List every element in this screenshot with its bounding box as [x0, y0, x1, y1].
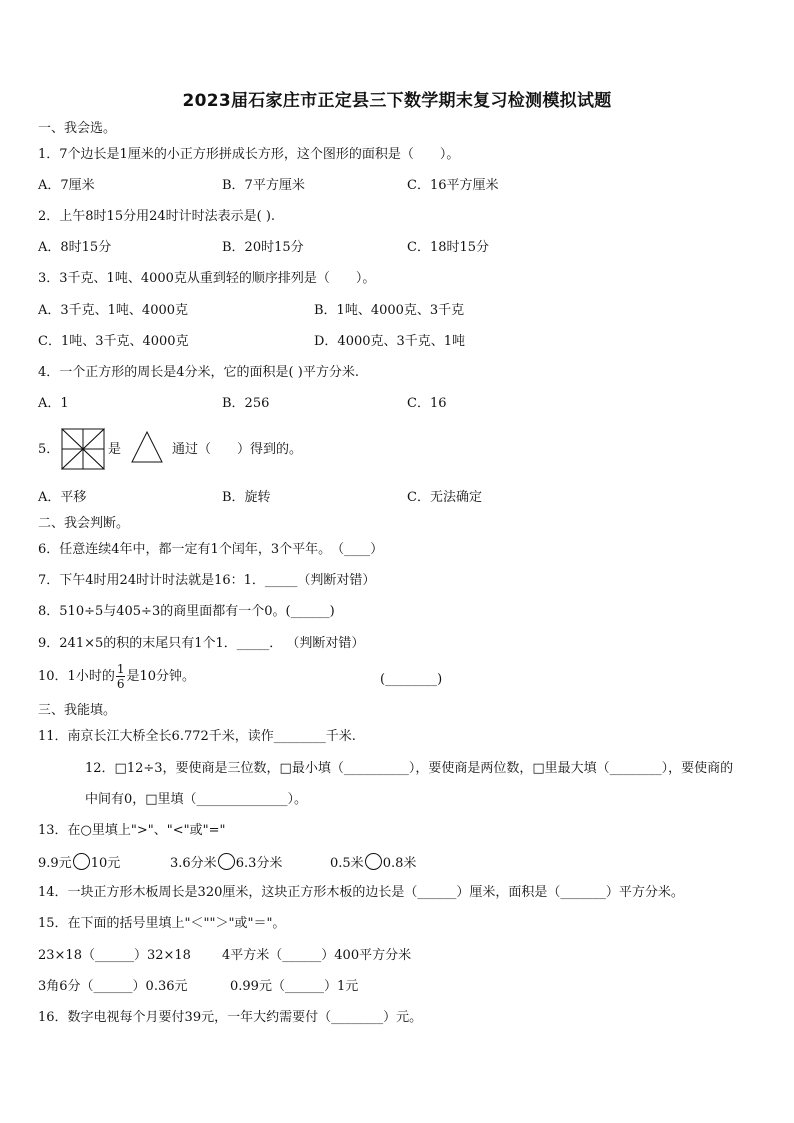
question-1: 1．7个边长是1厘米的小正方形拼成长方形，这个图形的面积是（ ）。	[38, 147, 460, 162]
compare-circle-icon	[365, 853, 382, 870]
q2-option-a: A．8时15分	[38, 240, 112, 255]
question-2: 2．上午8时15分用24时计时法表示是( ).	[38, 209, 276, 224]
fraction-denominator: 6	[116, 677, 125, 691]
q13-expression-1	[38, 853, 120, 873]
q13-e1-left: 9.9元	[38, 856, 72, 871]
q10-answer-blank: (________)	[380, 672, 443, 687]
question-15: 15．在下面的括号里填上"＜""＞"或"＝"。	[38, 916, 286, 931]
question-12-line2: 中间有0，□里填（______________）。	[85, 792, 308, 807]
question-16: 16．数字电视每个月要付39元，一年大约需要付（________）元。	[38, 1010, 423, 1025]
q15-expression-2: 4平方米（______）400平方分米	[222, 948, 412, 963]
q4-option-c: C．16	[407, 396, 447, 411]
q13-e1-right: 10元	[90, 856, 121, 871]
q4-option-a: A．1	[38, 396, 69, 411]
compare-circle-icon	[218, 853, 235, 870]
question-13: 13．在○里填上">"、"<"或"="	[38, 823, 226, 838]
question-12-line1: 12．□12÷3，要使商是三位数，□最小填（__________），要使商是两位数，□里最大填（________），要使商的	[85, 761, 734, 776]
question-5-number: 5．	[38, 442, 60, 457]
question-11: 11．南京长江大桥全长6.772千米，读作________千米.	[38, 729, 356, 744]
triangle-figure-icon	[130, 430, 164, 464]
q15-expression-4: 0.99元（______）1元	[230, 979, 359, 994]
q15-expression-1: 23×18（______）32×18	[38, 948, 191, 963]
question-5-text: 通过（ ）得到的。	[172, 442, 303, 457]
question-3: 3．3千克、1吨、4000克从重到轻的顺序排列是（ ）。	[38, 271, 376, 286]
section-heading-2: 二、我会判断。	[38, 516, 130, 531]
question-8: 8．510÷5与405÷3的商里面都有一个0。(______)	[38, 604, 335, 619]
q13-e2-right: 6.3分米	[235, 856, 283, 871]
q13-expression-2	[170, 853, 282, 873]
fraction-numerator: 1	[116, 662, 125, 676]
question-10	[38, 662, 195, 691]
question-6: 6．任意连续4年中，都一定有1个闰年，3个平年。 （____）	[38, 542, 384, 557]
q1-option-a: A．7厘米	[38, 178, 95, 193]
question-14: 14．一块正方形木板周长是320厘米，这块正方形木板的边长是（______）厘米，面积是（_______）平方分米。	[38, 885, 684, 900]
question-4: 4．一个正方形的周长是4分米，它的面积是( )平方分米.	[38, 365, 359, 380]
question-9: 9．241×5的积的末尾只有1个1．_____． （判断对错）	[38, 636, 365, 651]
q13-e3-left: 0.5米	[330, 856, 364, 871]
q3-option-d: D．4000克、3千克、1吨	[314, 334, 466, 349]
q3-option-b: B．1吨、4000克、3千克	[314, 303, 465, 318]
one-sixth-fraction	[116, 662, 126, 691]
q1-option-c: C．16平方厘米	[407, 178, 499, 193]
section-heading-3: 三、我能填。	[38, 703, 117, 718]
q5-option-a: A．平移	[38, 490, 87, 505]
q13-e2-left: 3.6分米	[170, 856, 217, 871]
q5-option-c: C．无法确定	[407, 490, 482, 505]
page-title: 2023届石家庄市正定县三下数学期末复习检测模拟试题	[182, 91, 612, 111]
q3-option-c: C．1吨、3千克、4000克	[38, 334, 189, 349]
section-heading-1: 一、我会选。	[38, 121, 117, 136]
q13-expression-3	[330, 853, 416, 873]
q13-e3-right: 0.8米	[382, 856, 417, 871]
q2-option-b: B．20时15分	[222, 240, 304, 255]
pinwheel-figure-icon	[61, 428, 105, 470]
question-5-shi: 是	[108, 442, 122, 457]
q10-suffix: 是10分钟。	[126, 669, 196, 684]
compare-circle-icon	[73, 853, 90, 870]
q4-option-b: B．256	[222, 396, 270, 411]
q10-prefix: 10．1小时的	[38, 669, 115, 684]
q1-option-b: B．7平方厘米	[222, 178, 305, 193]
q15-expression-3: 3角6分（______）0.36元	[38, 979, 188, 994]
q3-option-a: A．3千克、1吨、4000克	[38, 303, 189, 318]
q2-option-c: C．18时15分	[407, 240, 490, 255]
question-7: 7．下午4时用24时计时法就是16：1．_____（判断对错）	[38, 573, 376, 588]
q5-option-b: B．旋转	[222, 490, 271, 505]
